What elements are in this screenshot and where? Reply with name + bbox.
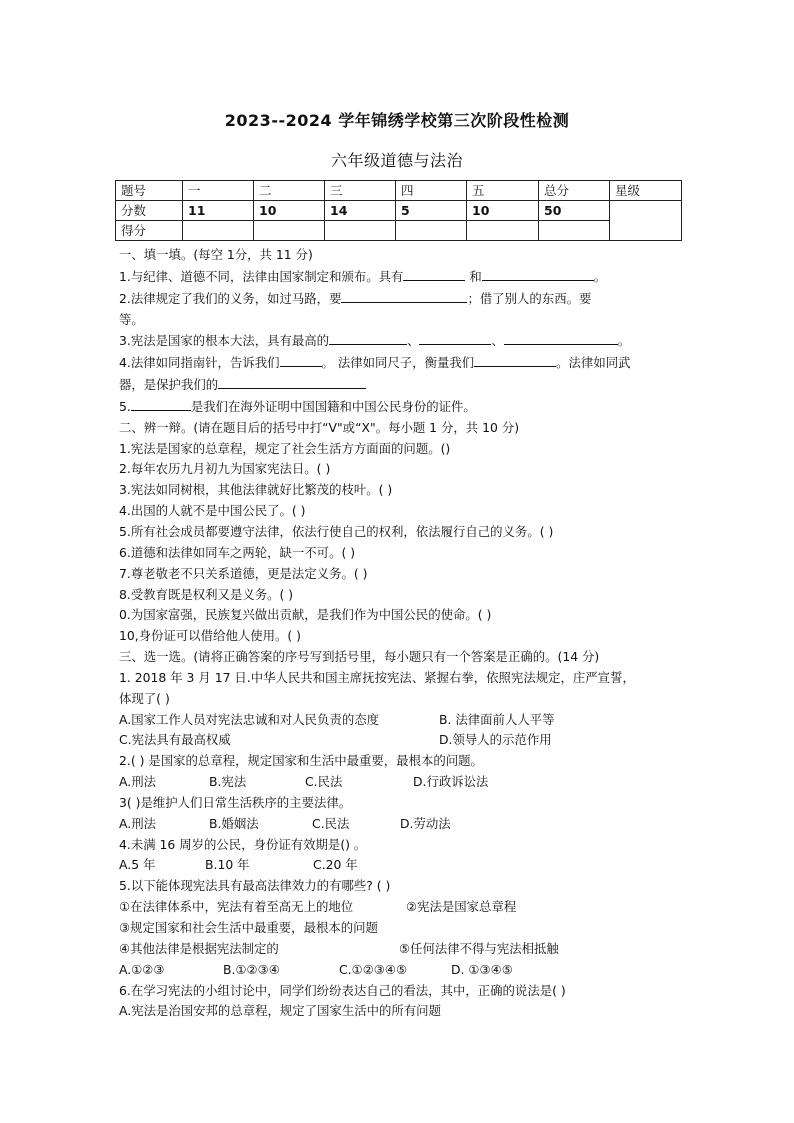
exam-body xyxy=(119,245,685,1022)
list-item: 10,身份证可以借给他人使用。( ) xyxy=(119,628,301,644)
option-c[interactable]: C.20 年 xyxy=(313,857,358,873)
option-b[interactable]: B. 法律面前人人平等 xyxy=(439,711,555,727)
score-input-cell[interactable] xyxy=(183,221,254,241)
exam-title: 2023--2024 学年锦绣学校第三次阶段性检测 xyxy=(224,111,570,130)
option-a[interactable]: A.①②③ xyxy=(119,961,165,977)
list-item: 6.道德和法律如同车之两轮，缺一不可。( ) xyxy=(119,544,356,560)
table-cell: 三 xyxy=(325,181,396,201)
statement: ①在法律体系中，宪法有着至高无上的地位 xyxy=(119,899,354,915)
option-b[interactable]: B.10 年 xyxy=(205,857,250,873)
score-input-cell[interactable] xyxy=(254,221,325,241)
table-cell: 题号 xyxy=(116,181,183,201)
table-cell: 二 xyxy=(254,181,325,201)
option-a[interactable]: A.5 年 xyxy=(119,857,156,873)
option-b[interactable]: B.婚姻法 xyxy=(209,815,259,831)
section-heading: 一、填一填。(每空 1分，共 11 分) xyxy=(119,247,313,262)
star-rating-cell[interactable] xyxy=(610,201,682,241)
list-item: 7.尊老敬老不只关系道德，更是法定义务。( ) xyxy=(119,565,368,581)
question-4: 4.法律如同指南针，告诉我们 。 法律如同尺子，衡量我们 。法律如同武 xyxy=(119,352,685,374)
table-cell: 星级 xyxy=(610,181,682,201)
table-cell: 得分 xyxy=(116,221,183,241)
table-cell: 分数 xyxy=(116,201,183,221)
option-d[interactable]: D. ①③④⑤ xyxy=(451,961,513,977)
answer-blank[interactable] xyxy=(131,396,191,411)
table-row-points xyxy=(116,201,682,221)
table-cell: 总分 xyxy=(539,181,610,201)
mc-question-3: 3( )是维护人们日常生活秩序的主要法律。 xyxy=(119,794,352,810)
statement-row xyxy=(119,897,685,918)
table-cell: 5 xyxy=(396,201,467,221)
question-2: 2.法律规定了我们的义务，如过马路，要 ；借了别人的东西。要 xyxy=(119,288,685,310)
option-d[interactable]: D.劳动法 xyxy=(400,815,451,831)
section-heading: 三、选一选。(请将正确答案的序号写到括号里，每小题只有一个答案是正确的。(14 分) xyxy=(119,649,600,665)
table-cell: 10 xyxy=(467,201,539,221)
table-cell: 四 xyxy=(396,181,467,201)
score-table xyxy=(115,180,682,241)
question-3: 3.宪法是国家的根本大法，具有最高的 、 、 。 xyxy=(119,330,685,352)
score-input-cell[interactable] xyxy=(325,221,396,241)
statement: ④其他法律是根据宪法制定的 xyxy=(119,940,279,956)
mc-question-4: 4.未满 16 周岁的公民，身份证有效期是() 。 xyxy=(119,836,367,852)
answer-blank[interactable] xyxy=(329,330,407,345)
table-row-header xyxy=(116,181,682,201)
mc-options xyxy=(119,855,685,876)
option-a[interactable]: A.刑法 xyxy=(119,815,156,831)
statement: ⑤任何法律不得与宪法相抵触 xyxy=(399,940,559,956)
list-item: 1.宪法是国家的总章程，规定了社会生活方方面面的问题。() xyxy=(119,440,451,456)
score-input-cell[interactable] xyxy=(467,221,539,241)
mc-question-6: 6.在学习宪法的小组讨论中，同学们纷纷表达自己的看法，其中，正确的说法是( ) xyxy=(119,982,566,998)
option-d[interactable]: D.行政诉讼法 xyxy=(413,774,489,790)
mc-options xyxy=(119,814,685,835)
list-item: 0.为国家富强，民族复兴做出贡献，是我们作为中国公民的使命。( ) xyxy=(119,607,492,623)
mc-options xyxy=(119,960,685,981)
option-c[interactable]: C.民法 xyxy=(305,774,343,790)
statement: ②宪法是国家总章程 xyxy=(406,899,517,915)
score-input-cell[interactable] xyxy=(539,221,610,241)
question-4-cont: 器，是保护我们的 xyxy=(119,374,685,396)
question-2-cont: 等。 xyxy=(119,311,144,327)
list-item: 4.出国的人就不是中国公民了。( ) xyxy=(119,503,306,519)
exam-subtitle: 六年级道德与法治 xyxy=(330,151,463,170)
section-heading: 二、辨一辩。(请在题目后的括号中打“V"或“X"。每小题 1 分，共 10 分) xyxy=(119,419,520,435)
mc-question-1-cont: 体现了( ) xyxy=(119,690,170,706)
answer-blank[interactable] xyxy=(341,288,467,303)
answer-blank[interactable] xyxy=(474,352,556,367)
answer-blank[interactable] xyxy=(403,266,465,281)
table-cell: 14 xyxy=(325,201,396,221)
mc-question-5: 5.以下能体现宪法具有最高法律效力的有哪些? ( ) xyxy=(119,878,391,894)
answer-blank[interactable] xyxy=(419,330,491,345)
list-item: 8.受教育既是权利又是义务。( ) xyxy=(119,586,294,602)
mc-question-1: 1. 2018 年 3 月 17 日.中华人民共和国主席抚按宪法、紧握右拳，依照宪法规定，庄严宣誓， xyxy=(119,669,635,685)
statement-row xyxy=(119,939,685,960)
list-item: 3.宪法如同树根，其他法律就好比繁茂的枝叶。( ) xyxy=(119,482,393,498)
option-c[interactable]: C.民法 xyxy=(312,815,350,831)
mc-question-2: 2.( ) 是国家的总章程，规定国家和生活中最重要，最根本的问题。 xyxy=(119,753,483,769)
option-b[interactable]: B.宪法 xyxy=(209,774,247,790)
statement: ③规定国家和社会生活中最重要，最根本的问题 xyxy=(119,920,378,935)
table-cell: 一 xyxy=(183,181,254,201)
answer-blank[interactable] xyxy=(280,352,322,367)
option-b[interactable]: B.①②③④ xyxy=(223,961,280,977)
mc-options xyxy=(119,772,685,793)
answer-blank[interactable] xyxy=(218,374,366,389)
table-cell: 50 xyxy=(539,201,610,221)
list-item: 2.每年农历九月初九为国家宪法日。( ) xyxy=(119,461,331,477)
list-item: 5.所有社会成员都要遵守法律，依法行使自己的权利，依法履行自己的义务。( ) xyxy=(119,523,554,539)
table-cell: 五 xyxy=(467,181,539,201)
table-cell: 11 xyxy=(183,201,254,221)
score-input-cell[interactable] xyxy=(396,221,467,241)
answer-blank[interactable] xyxy=(504,330,618,345)
table-cell: 10 xyxy=(254,201,325,221)
question-5: 5. 是我们在海外证明中国国籍和中国公民身份的证件。 xyxy=(119,396,685,418)
answer-blank[interactable] xyxy=(482,266,594,281)
question-1: 1.与纪律、道德不同，法律由国家制定和颁布。具有 和 。 xyxy=(119,266,685,288)
mc-options xyxy=(119,710,685,731)
option-d[interactable]: D.领导人的示范作用 xyxy=(439,732,552,748)
option-c[interactable]: C.①②③④⑤ xyxy=(339,961,408,977)
table-row-score xyxy=(116,221,682,241)
option-c[interactable]: C.宪法具有最高权威 xyxy=(119,732,231,748)
mc-options xyxy=(119,730,685,751)
option-a[interactable]: A.国家工作人员对宪法忠诚和对人民负责的态度 xyxy=(119,711,380,727)
option-a[interactable]: A.刑法 xyxy=(119,774,156,790)
option-a[interactable]: A.宪法是治国安邦的总章程，规定了国家生活中的所有问题 xyxy=(119,1003,441,1019)
